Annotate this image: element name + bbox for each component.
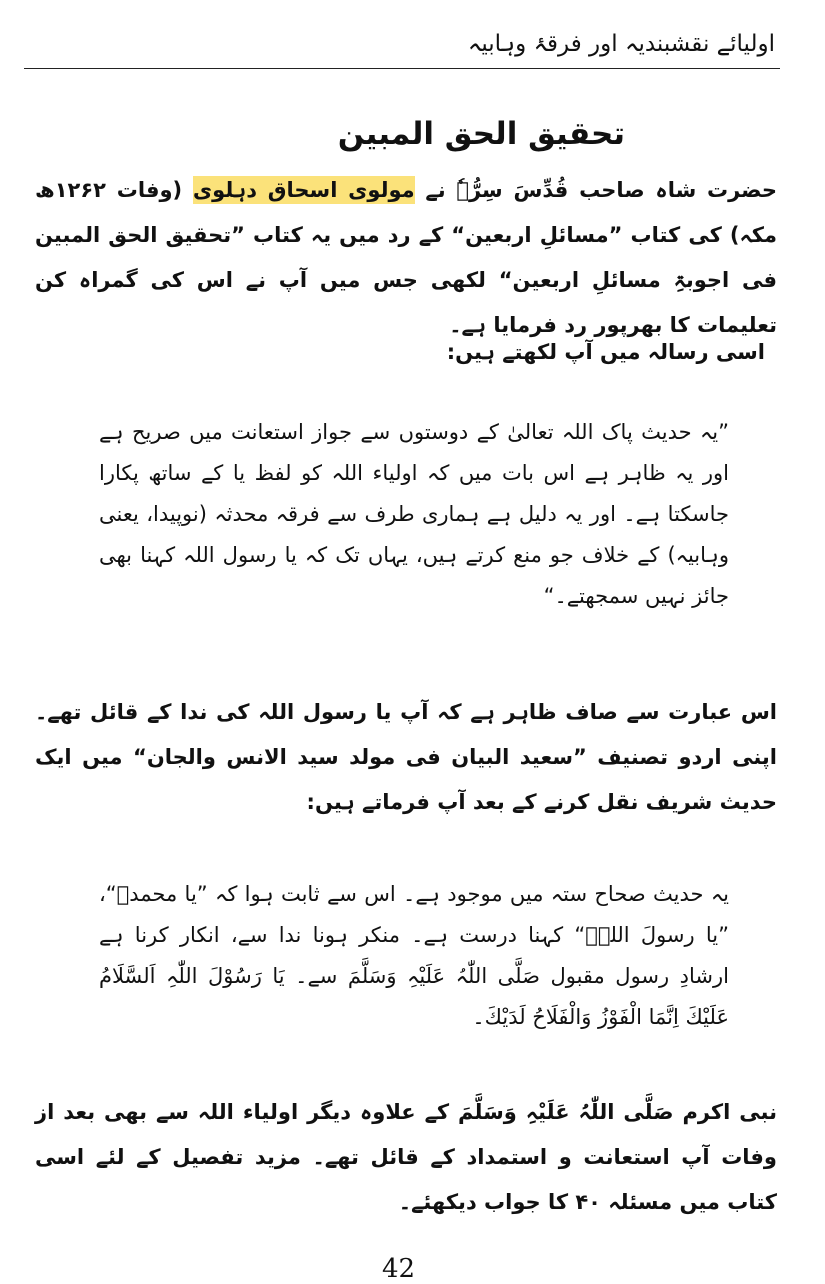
block-quote-2: یہ حدیث صحاح ستہ میں موجود ہے۔ اس سے ثابت ہوا کہ ”یا محمدؐ“، ”یا رسولَ اللہؐ“ کہنا درست ہے۔ منکر ہونا ندا سے، انکار کرنا ہے ارشادِ رسول مقبول صَلَّی اللّٰہُ عَلَیْہِ وَسَلَّمَ سے۔ یَا رَسُوْلَ اللّٰہِ اَلسَّلَامُ عَلَیْكَ اِنَّمَا الْفَوْزُ وَالْفَلَاحُ لَدَیْكَ۔ [99, 882, 729, 1029]
middle-paragraph: اس عبارت سے صاف ظاہر ہے کہ آپ یا رسول اللہ کی ندا کے قائل تھے۔ اپنی اردو تصنیف ”سعید البیان فی مولد سید الانس والجان“ میں ایک حدیث شریف نقل کرنے کے بعد آپ فرماتے ہیں: [35, 700, 777, 814]
running-header: اولیائے نقشبندیہ اور فرقۂ وہابیہ [467, 31, 775, 57]
closing-paragraph: نبی اکرم صَلَّی اللّٰہُ عَلَیْہِ وَسَلَّمَ کے علاوہ دیگر اولیاء اللہ سے بھی بعد از وفات آپ استعانت و استمداد کے قائل تھے۔ مزید تفصیل کے لئے اسی کتاب میں مسئلہ ۴۰ کا جواب دیکھئے۔ [35, 1100, 777, 1214]
intro-paragraph [35, 168, 777, 348]
intro-text-rest: (وفات ۱۲۶۲ھ مکہ) کی کتاب ”مسائلِ اربعین“ کے رد میں یہ کتاب ”تحقیق الحق المبین فی اجوبۃِ مسائلِ اربعین“ لکھی جس میں آپ نے اس کی گمراہ کن تعلیمات کا بھرپور رد فرمایا ہے۔ [35, 178, 777, 337]
intro-text-start: حضرت شاہ صاحب قُدِّسَ سِرُّہٗ نے [414, 178, 777, 202]
quote-lead-in: اسی رسالہ میں آپ لکھتے ہیں: [446, 340, 765, 364]
page-number: 42 [382, 1254, 416, 1284]
block-quote-1: ”یہ حدیث پاک اللہ تعالیٰ کے دوستوں سے جواز استعانت میں صریح ہے اور یہ ظاہر ہے اس بات میں کہ اولیاء اللہ کو لفظ یا کے ساتھ پکارا جاسکتا ہے۔ اور یہ دلیل ہے ہماری طرف سے فرقہ محدثہ (نوپیدا، یعنی وہابیہ) کے خلاف جو منع کرتے ہیں، یہاں تک کہ یا رسول اللہ کہنا بھی جائز نہیں سمجھتے۔“ [99, 420, 729, 608]
section-heading: تحقیق الحق المبین [337, 116, 625, 152]
highlighted-author-name: مولوی اسحاق دہلوی [192, 178, 415, 202]
header-divider [24, 68, 780, 69]
